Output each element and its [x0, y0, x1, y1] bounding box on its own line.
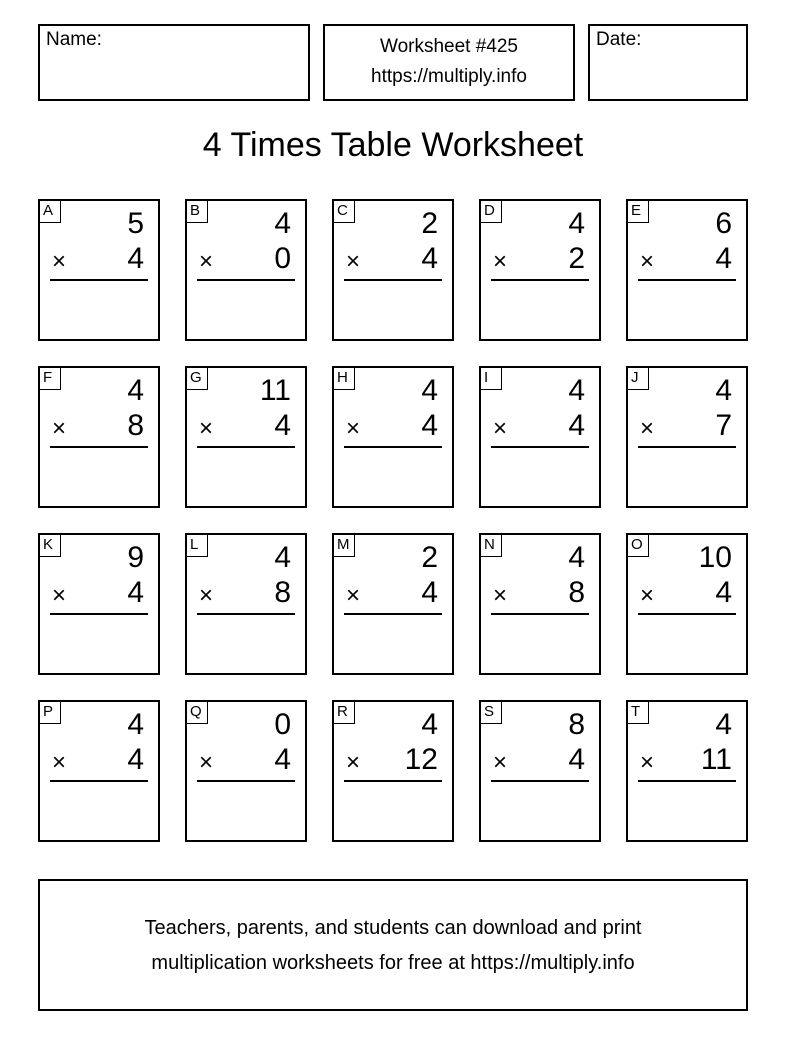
problem-letter: T — [628, 702, 649, 724]
multiplicand: 4 — [274, 207, 291, 240]
problem-letter: L — [187, 535, 208, 557]
problem-letter: Q — [187, 702, 208, 724]
multiplicand: 5 — [127, 207, 144, 240]
answer-line — [344, 446, 442, 448]
multiplicand: 4 — [421, 374, 438, 407]
answer-line — [638, 279, 736, 281]
times-sign: × — [346, 749, 361, 776]
answer-line — [50, 446, 148, 448]
times-sign: × — [52, 248, 67, 275]
multiplicand: 4 — [568, 541, 585, 574]
times-sign: × — [52, 415, 67, 442]
multiplier: 4 — [421, 242, 438, 275]
times-sign: × — [493, 248, 508, 275]
problem-letter: M — [334, 535, 355, 557]
multiplier: 4 — [568, 743, 585, 776]
problem-letter: P — [40, 702, 61, 724]
multiplier: 4 — [127, 576, 144, 609]
answer-line — [344, 613, 442, 615]
times-sign: × — [640, 248, 655, 275]
problem-card[interactable] — [332, 700, 454, 842]
multiplicand: 4 — [274, 541, 291, 574]
problem-card[interactable] — [185, 533, 307, 675]
multiplicand: 4 — [568, 374, 585, 407]
name-field-box[interactable] — [38, 24, 310, 101]
problem-letter: A — [40, 201, 61, 223]
problem-letter: S — [481, 702, 502, 724]
problem-letter: E — [628, 201, 649, 223]
problem-card[interactable] — [38, 700, 160, 842]
date-label: Date: — [596, 29, 642, 50]
problem-letter: D — [481, 201, 502, 223]
answer-line — [344, 780, 442, 782]
answer-line — [197, 279, 295, 281]
multiplicand: 0 — [274, 708, 291, 741]
problem-letter: J — [628, 368, 649, 390]
multiplicand: 2 — [421, 207, 438, 240]
answer-line — [638, 446, 736, 448]
multiplier: 4 — [715, 242, 732, 275]
multiplier: 8 — [274, 576, 291, 609]
multiplier: 2 — [568, 242, 585, 275]
multiplier: 0 — [274, 242, 291, 275]
answer-line — [50, 613, 148, 615]
answer-line — [50, 780, 148, 782]
multiplicand: 11 — [259, 374, 291, 407]
multiplier: 4 — [715, 576, 732, 609]
answer-line — [491, 613, 589, 615]
footer-line-1: Teachers, parents, and students can download and print — [144, 917, 642, 939]
problem-card[interactable] — [38, 533, 160, 675]
multiplier: 4 — [568, 409, 585, 442]
answer-line — [50, 279, 148, 281]
times-sign: × — [640, 415, 655, 442]
multiplicand: 4 — [568, 207, 585, 240]
times-sign: × — [346, 582, 361, 609]
multiplicand: 6 — [715, 207, 732, 240]
times-sign: × — [640, 749, 655, 776]
multiplier: 8 — [127, 409, 144, 442]
problem-card[interactable] — [38, 199, 160, 341]
problem-letter: I — [481, 368, 502, 390]
problem-card[interactable] — [626, 533, 748, 675]
problem-card[interactable] — [185, 700, 307, 842]
answer-line — [197, 780, 295, 782]
times-sign: × — [493, 582, 508, 609]
problem-letter: F — [40, 368, 61, 390]
problem-card[interactable] — [626, 199, 748, 341]
problem-card[interactable] — [479, 533, 601, 675]
multiplier: 7 — [715, 409, 732, 442]
times-sign: × — [346, 248, 361, 275]
multiplier: 4 — [274, 743, 291, 776]
multiplicand: 2 — [421, 541, 438, 574]
problem-card[interactable] — [479, 366, 601, 508]
problem-letter: R — [334, 702, 355, 724]
worksheet-info-box — [323, 24, 575, 101]
multiplicand: 4 — [127, 708, 144, 741]
date-field-box[interactable] — [588, 24, 748, 101]
footer-box — [38, 879, 748, 1011]
answer-line — [491, 446, 589, 448]
name-label: Name: — [46, 29, 102, 50]
answer-line — [197, 446, 295, 448]
multiplier: 8 — [568, 576, 585, 609]
problem-card[interactable] — [332, 366, 454, 508]
problem-card[interactable] — [479, 199, 601, 341]
multiplicand: 9 — [127, 541, 144, 574]
problem-letter: O — [628, 535, 649, 557]
times-sign: × — [640, 582, 655, 609]
worksheet-number: Worksheet #425 — [379, 36, 518, 57]
multiplicand: 10 — [698, 541, 732, 574]
answer-line — [197, 613, 295, 615]
multiplicand: 8 — [568, 708, 585, 741]
problem-card[interactable] — [38, 366, 160, 508]
problem-card[interactable] — [185, 199, 307, 341]
multiplier: 11 — [700, 743, 732, 776]
multiplicand: 4 — [715, 708, 732, 741]
problem-card[interactable] — [332, 199, 454, 341]
times-sign: × — [346, 415, 361, 442]
multiplier: 4 — [127, 743, 144, 776]
times-sign: × — [199, 582, 214, 609]
multiplier: 4 — [421, 576, 438, 609]
times-sign: × — [493, 749, 508, 776]
answer-line — [638, 613, 736, 615]
footer-line-2: multiplication worksheets for free at https://multiply.info — [151, 952, 635, 974]
problem-card[interactable] — [185, 366, 307, 508]
page-title: 4 Times Table Worksheet — [202, 126, 584, 164]
times-sign: × — [199, 415, 214, 442]
multiplier: 4 — [421, 409, 438, 442]
times-sign: × — [199, 248, 214, 275]
answer-line — [344, 279, 442, 281]
answer-line — [491, 279, 589, 281]
answer-line — [638, 780, 736, 782]
problem-card[interactable] — [479, 700, 601, 842]
problem-letter: H — [334, 368, 355, 390]
problem-letter: B — [187, 201, 208, 223]
problem-letter: C — [334, 201, 355, 223]
multiplier: 4 — [274, 409, 291, 442]
multiplier: 12 — [404, 743, 438, 776]
times-sign: × — [199, 749, 214, 776]
problem-letter: G — [187, 368, 208, 390]
problem-card[interactable] — [626, 700, 748, 842]
multiplicand: 4 — [421, 708, 438, 741]
multiplier: 4 — [127, 242, 144, 275]
problem-card[interactable] — [626, 366, 748, 508]
problem-card[interactable] — [332, 533, 454, 675]
times-sign: × — [493, 415, 508, 442]
problem-letter: N — [481, 535, 502, 557]
multiplicand: 4 — [127, 374, 144, 407]
times-sign: × — [52, 582, 67, 609]
times-sign: × — [52, 749, 67, 776]
worksheet-url: https://multiply.info — [371, 66, 527, 87]
multiplicand: 4 — [715, 374, 732, 407]
answer-line — [491, 780, 589, 782]
problem-letter: K — [40, 535, 61, 557]
